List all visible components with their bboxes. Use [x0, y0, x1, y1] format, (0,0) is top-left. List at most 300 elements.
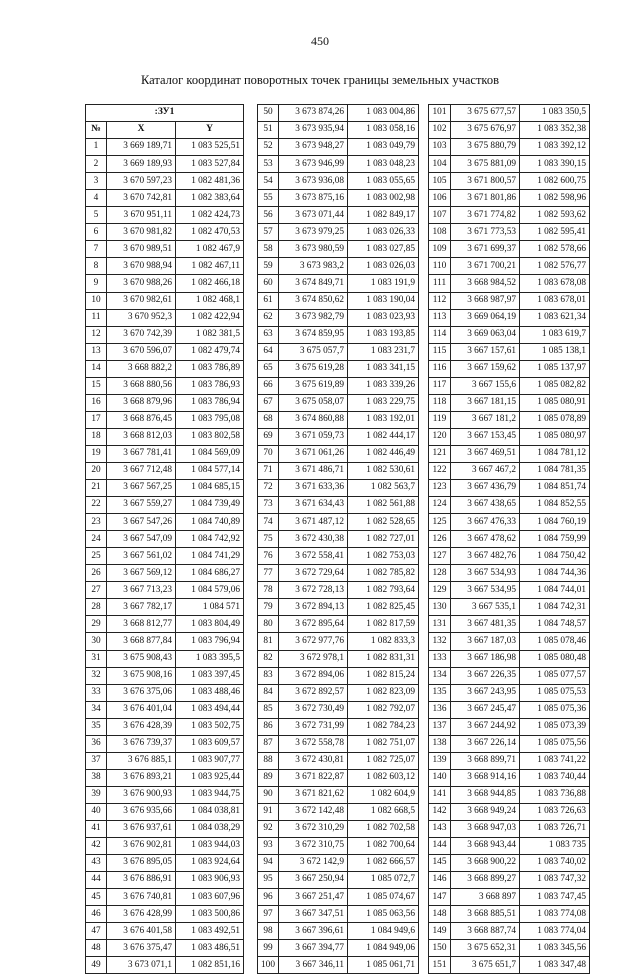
coord-x: 3 667 245,47 [451, 701, 520, 718]
table-row [258, 803, 419, 820]
coord-y: 1 083 741,22 [520, 752, 590, 769]
table-row [429, 957, 590, 974]
point-number: 16 [86, 394, 107, 411]
coord-y: 1 085 063,56 [348, 906, 419, 923]
table-row [86, 258, 244, 275]
coord-y: 1 083 231,7 [348, 343, 419, 360]
table-row [258, 838, 419, 855]
point-number: 32 [86, 667, 107, 684]
point-number: 26 [86, 565, 107, 582]
point-number: 66 [258, 377, 279, 394]
point-number: 8 [86, 258, 107, 275]
coord-y: 1 084 741,29 [176, 548, 244, 565]
coord-y: 1 085 082,82 [520, 377, 590, 394]
coord-x: 3 672 729,64 [279, 565, 348, 582]
point-number: 19 [86, 445, 107, 462]
coord-x: 3 672 977,76 [279, 633, 348, 650]
coord-x: 3 674 860,88 [279, 411, 348, 428]
table-row [258, 684, 419, 701]
point-number: 6 [86, 224, 107, 241]
coord-y: 1 082 481,36 [176, 173, 244, 190]
coord-x: 3 673 874,26 [279, 105, 348, 122]
table-row [258, 190, 419, 207]
coord-y: 1 083 350,5 [520, 105, 590, 122]
table-row [258, 480, 419, 497]
coord-y: 1 083 390,15 [520, 156, 590, 173]
coord-x: 3 672 310,29 [279, 820, 348, 837]
coord-x: 3 667 567,25 [107, 480, 176, 497]
coord-x: 3 671 486,71 [279, 462, 348, 479]
point-number: 47 [86, 923, 107, 940]
coord-y: 1 082 666,57 [348, 855, 419, 872]
point-number: 24 [86, 531, 107, 548]
point-number: 57 [258, 224, 279, 241]
table-row [86, 906, 244, 923]
coord-x: 3 672 728,13 [279, 582, 348, 599]
point-number: 34 [86, 701, 107, 718]
point-number: 123 [429, 480, 451, 497]
point-number: 70 [258, 445, 279, 462]
table-caption-row [86, 105, 244, 122]
coord-x: 3 668 897 [451, 889, 520, 906]
table-row [258, 650, 419, 667]
coord-x: 3 672 730,49 [279, 701, 348, 718]
coord-y: 1 083 619,7 [520, 326, 590, 343]
table-row [429, 684, 590, 701]
coord-x: 3 667 547,09 [107, 531, 176, 548]
coord-y: 1 083 004,86 [348, 105, 419, 122]
coord-x: 3 668 914,16 [451, 769, 520, 786]
coord-x: 3 672 142,48 [279, 803, 348, 820]
point-number: 86 [258, 718, 279, 735]
point-number: 3 [86, 173, 107, 190]
coord-y: 1 084 577,14 [176, 462, 244, 479]
point-number: 25 [86, 548, 107, 565]
coord-y: 1 085 080,91 [520, 394, 590, 411]
coord-y: 1 082 725,07 [348, 752, 419, 769]
coord-y: 1 082 823,09 [348, 684, 419, 701]
coord-y: 1 083 502,75 [176, 718, 244, 735]
table-row [86, 872, 244, 889]
coord-x: 3 672 558,41 [279, 548, 348, 565]
point-number: 79 [258, 599, 279, 616]
table-row [429, 923, 590, 940]
table-row [258, 855, 419, 872]
point-number: 62 [258, 309, 279, 326]
coord-y: 1 084 579,06 [176, 582, 244, 599]
coord-x: 3 667 226,35 [451, 667, 520, 684]
coord-x: 3 668 987,97 [451, 292, 520, 309]
coord-y: 1 082 444,17 [348, 428, 419, 445]
coord-y: 1 084 038,29 [176, 820, 244, 837]
coord-y: 1 083 048,23 [348, 156, 419, 173]
table-row [86, 820, 244, 837]
coord-y: 1 083 193,85 [348, 326, 419, 343]
coord-x: 3 670 989,51 [107, 241, 176, 258]
point-number: 131 [429, 616, 451, 633]
table-row [86, 514, 244, 531]
coord-y: 1 084 571 [176, 599, 244, 616]
coordinates-table-part-1 [85, 104, 244, 974]
table-row [86, 411, 244, 428]
table-row [258, 718, 419, 735]
table-row [86, 786, 244, 803]
coord-x: 3 667 781,41 [107, 445, 176, 462]
coord-y: 1 082 831,31 [348, 650, 419, 667]
table-row [258, 156, 419, 173]
coord-x: 3 676 886,91 [107, 872, 176, 889]
point-number: 92 [258, 820, 279, 837]
coord-y: 1 084 851,74 [520, 480, 590, 497]
point-number: 89 [258, 769, 279, 786]
coord-y: 1 082 563,7 [348, 480, 419, 497]
coord-y: 1 083 527,84 [176, 156, 244, 173]
point-number: 106 [429, 190, 451, 207]
point-number: 108 [429, 224, 451, 241]
coord-x: 3 667 712,48 [107, 462, 176, 479]
coord-x: 3 670 951,11 [107, 207, 176, 224]
table-row [258, 923, 419, 940]
coord-x: 3 671 700,21 [451, 258, 520, 275]
coord-y: 1 083 058,16 [348, 122, 419, 139]
coord-y: 1 082 479,74 [176, 343, 244, 360]
coord-x: 3 671 699,37 [451, 241, 520, 258]
table-row [258, 411, 419, 428]
point-number: 33 [86, 684, 107, 701]
coord-y: 1 082 604,9 [348, 786, 419, 803]
point-number: 35 [86, 718, 107, 735]
point-number: 94 [258, 855, 279, 872]
coord-x: 3 673 875,16 [279, 190, 348, 207]
coord-x: 3 676 893,21 [107, 769, 176, 786]
coord-y: 1 083 352,38 [520, 122, 590, 139]
coord-y: 1 085 137,97 [520, 360, 590, 377]
point-number: 50 [258, 105, 279, 122]
coord-x: 3 672 894,06 [279, 667, 348, 684]
table-row [86, 582, 244, 599]
coord-y: 1 082 467,11 [176, 258, 244, 275]
coord-y: 1 082 528,65 [348, 514, 419, 531]
coord-y: 1 084 569,09 [176, 445, 244, 462]
point-number: 42 [86, 838, 107, 855]
table-row [86, 667, 244, 684]
coord-x: 3 671 059,73 [279, 428, 348, 445]
point-number: 23 [86, 514, 107, 531]
coord-y: 1 085 080,48 [520, 650, 590, 667]
table-row [86, 292, 244, 309]
coord-x: 3 667 478,62 [451, 531, 520, 548]
coord-y: 1 083 804,49 [176, 616, 244, 633]
coord-y: 1 083 796,94 [176, 633, 244, 650]
point-number: 93 [258, 838, 279, 855]
coord-x: 3 673 982,79 [279, 309, 348, 326]
coord-x: 3 667 187,03 [451, 633, 520, 650]
point-number: 98 [258, 923, 279, 940]
point-number: 104 [429, 156, 451, 173]
point-number: 139 [429, 752, 451, 769]
coord-x: 3 667 244,92 [451, 718, 520, 735]
table-row [86, 599, 244, 616]
table-row [258, 599, 419, 616]
coord-y: 1 085 073,39 [520, 718, 590, 735]
point-number: 135 [429, 684, 451, 701]
coord-y: 1 085 080,97 [520, 428, 590, 445]
coord-y: 1 084 739,49 [176, 497, 244, 514]
point-number: 51 [258, 122, 279, 139]
point-number: 149 [429, 923, 451, 940]
point-number: 127 [429, 548, 451, 565]
table-row [86, 207, 244, 224]
table-row [429, 173, 590, 190]
point-number: 141 [429, 786, 451, 803]
table-row [429, 735, 590, 752]
point-number: 52 [258, 139, 279, 156]
point-number: 71 [258, 462, 279, 479]
point-number: 2 [86, 156, 107, 173]
coord-y: 1 083 747,32 [520, 872, 590, 889]
point-number: 91 [258, 803, 279, 820]
coord-x: 3 667 226,14 [451, 735, 520, 752]
coord-y: 1 084 759,99 [520, 531, 590, 548]
coord-y: 1 082 470,53 [176, 224, 244, 241]
coord-x: 3 669 064,19 [451, 309, 520, 326]
coord-x: 3 675 619,89 [279, 377, 348, 394]
coord-x: 3 674 850,62 [279, 292, 348, 309]
coord-y: 1 085 077,57 [520, 667, 590, 684]
coord-x: 3 675 881,09 [451, 156, 520, 173]
table-row [86, 701, 244, 718]
table-row [258, 735, 419, 752]
coord-y: 1 084 748,57 [520, 616, 590, 633]
table-row [429, 428, 590, 445]
coord-y: 1 083 736,88 [520, 786, 590, 803]
table-row [86, 548, 244, 565]
table-row [258, 224, 419, 241]
point-number: 73 [258, 497, 279, 514]
table-row [429, 514, 590, 531]
coord-x: 3 667 467,2 [451, 462, 520, 479]
coord-y: 1 084 740,89 [176, 514, 244, 531]
coord-x: 3 675 651,7 [451, 957, 520, 974]
point-number: 63 [258, 326, 279, 343]
table-row [86, 497, 244, 514]
point-number: 38 [86, 769, 107, 786]
coord-y: 1 083 027,85 [348, 241, 419, 258]
coord-x: 3 667 153,45 [451, 428, 520, 445]
point-number: 30 [86, 633, 107, 650]
coord-x: 3 673 983,2 [279, 258, 348, 275]
point-number: 18 [86, 428, 107, 445]
point-number: 27 [86, 582, 107, 599]
point-number: 72 [258, 480, 279, 497]
table-row [429, 718, 590, 735]
coord-x: 3 668 887,74 [451, 923, 520, 940]
coord-x: 3 669 063,04 [451, 326, 520, 343]
point-number: 121 [429, 445, 451, 462]
coord-y: 1 082 595,41 [520, 224, 590, 241]
coord-y: 1 083 774,04 [520, 923, 590, 940]
coord-x: 3 673 946,99 [279, 156, 348, 173]
coord-x: 3 667 438,65 [451, 497, 520, 514]
coord-x: 3 671 061,26 [279, 445, 348, 462]
coord-y: 1 083 525,51 [176, 139, 244, 156]
table-row [429, 480, 590, 497]
coord-x: 3 667 782,17 [107, 599, 176, 616]
table-row [258, 957, 419, 974]
coord-y: 1 082 600,75 [520, 173, 590, 190]
table-row [258, 616, 419, 633]
point-number: 37 [86, 752, 107, 769]
coord-y: 1 083 395,5 [176, 650, 244, 667]
coord-x: 3 672 895,64 [279, 616, 348, 633]
table-row [86, 838, 244, 855]
table-row [429, 838, 590, 855]
table-row [86, 889, 244, 906]
point-number: 64 [258, 343, 279, 360]
coord-x: 3 668 984,52 [451, 275, 520, 292]
coord-y: 1 082 727,01 [348, 531, 419, 548]
coord-x: 3 671 801,86 [451, 190, 520, 207]
coord-x: 3 667 394,77 [279, 940, 348, 957]
point-number: 5 [86, 207, 107, 224]
table-row [258, 497, 419, 514]
table-row [86, 752, 244, 769]
point-number: 69 [258, 428, 279, 445]
coord-x: 3 676 937,61 [107, 820, 176, 837]
coord-x: 3 667 547,26 [107, 514, 176, 531]
point-number: 53 [258, 156, 279, 173]
table-row [429, 531, 590, 548]
coord-x: 3 667 436,79 [451, 480, 520, 497]
table-row [429, 786, 590, 803]
table-row [86, 275, 244, 292]
point-number: 4 [86, 190, 107, 207]
coord-x: 3 667 534,93 [451, 565, 520, 582]
coord-x: 3 667 396,61 [279, 923, 348, 940]
coord-y: 1 082 753,03 [348, 548, 419, 565]
point-number: 128 [429, 565, 451, 582]
coord-y: 1 083 740,02 [520, 855, 590, 872]
point-number: 54 [258, 173, 279, 190]
point-number: 82 [258, 650, 279, 667]
table-row [429, 820, 590, 837]
coord-x: 3 676 428,39 [107, 718, 176, 735]
table-row [258, 173, 419, 190]
point-number: 17 [86, 411, 107, 428]
point-number: 97 [258, 906, 279, 923]
coord-x: 3 676 401,04 [107, 701, 176, 718]
table-row [429, 258, 590, 275]
table-row [429, 752, 590, 769]
coord-y: 1 083 026,33 [348, 224, 419, 241]
point-number: 100 [258, 957, 279, 974]
coord-x: 3 667 713,23 [107, 582, 176, 599]
coord-x: 3 670 982,61 [107, 292, 176, 309]
point-number: 9 [86, 275, 107, 292]
point-number: 75 [258, 531, 279, 548]
table-row [258, 940, 419, 957]
table-row [86, 428, 244, 445]
coord-x: 3 674 849,71 [279, 275, 348, 292]
coord-y: 1 082 468,1 [176, 292, 244, 309]
point-number: 90 [258, 786, 279, 803]
coord-x: 3 672 731,99 [279, 718, 348, 735]
table-row [429, 207, 590, 224]
point-number: 124 [429, 497, 451, 514]
coord-x: 3 671 634,43 [279, 497, 348, 514]
table-row [258, 343, 419, 360]
point-number: 95 [258, 872, 279, 889]
coord-y: 1 082 446,49 [348, 445, 419, 462]
point-number: 134 [429, 667, 451, 684]
point-number: 103 [429, 139, 451, 156]
point-number: 15 [86, 377, 107, 394]
table-row [429, 326, 590, 343]
table-row [86, 957, 244, 974]
point-number: 39 [86, 786, 107, 803]
point-number: 67 [258, 394, 279, 411]
point-number: 130 [429, 599, 451, 616]
coord-y: 1 083 397,45 [176, 667, 244, 684]
coord-y: 1 082 422,94 [176, 309, 244, 326]
point-number: 59 [258, 258, 279, 275]
coord-x: 3 668 900,22 [451, 855, 520, 872]
coord-x: 3 667 243,95 [451, 684, 520, 701]
table-row [258, 514, 419, 531]
coord-y: 1 082 793,64 [348, 582, 419, 599]
coord-y: 1 082 702,58 [348, 820, 419, 837]
coord-x: 3 673 948,27 [279, 139, 348, 156]
coordinates-table-part-3 [428, 104, 590, 974]
coord-x: 3 675 652,31 [451, 940, 520, 957]
point-number: 148 [429, 906, 451, 923]
coord-y: 1 083 786,89 [176, 360, 244, 377]
point-number: 61 [258, 292, 279, 309]
point-number: 65 [258, 360, 279, 377]
point-number: 10 [86, 292, 107, 309]
table-row [429, 105, 590, 122]
coord-y: 1 082 603,12 [348, 769, 419, 786]
table-row [429, 377, 590, 394]
table-row [258, 309, 419, 326]
coord-x: 3 672 430,81 [279, 752, 348, 769]
coord-x: 3 668 949,24 [451, 803, 520, 820]
coord-y: 1 082 466,18 [176, 275, 244, 292]
table-row [258, 872, 419, 889]
coord-x: 3 673 071,44 [279, 207, 348, 224]
coord-x: 3 669 189,71 [107, 139, 176, 156]
table-row [429, 582, 590, 599]
coord-y: 1 082 467,9 [176, 241, 244, 258]
coord-x: 3 669 189,93 [107, 156, 176, 173]
point-number: 118 [429, 394, 451, 411]
point-number: 138 [429, 735, 451, 752]
point-number: 76 [258, 548, 279, 565]
coord-y: 1 083 786,93 [176, 377, 244, 394]
coord-x: 3 671 773,53 [451, 224, 520, 241]
table-row [86, 531, 244, 548]
coord-x: 3 670 981,82 [107, 224, 176, 241]
coord-y: 1 083 907,77 [176, 752, 244, 769]
table-row [429, 889, 590, 906]
coord-y: 1 083 925,44 [176, 769, 244, 786]
table-row [429, 803, 590, 820]
coord-y: 1 082 381,5 [176, 326, 244, 343]
table-row [429, 156, 590, 173]
point-number: 43 [86, 855, 107, 872]
coord-x: 3 676 375,06 [107, 684, 176, 701]
coordinates-table-part-2 [257, 104, 419, 974]
